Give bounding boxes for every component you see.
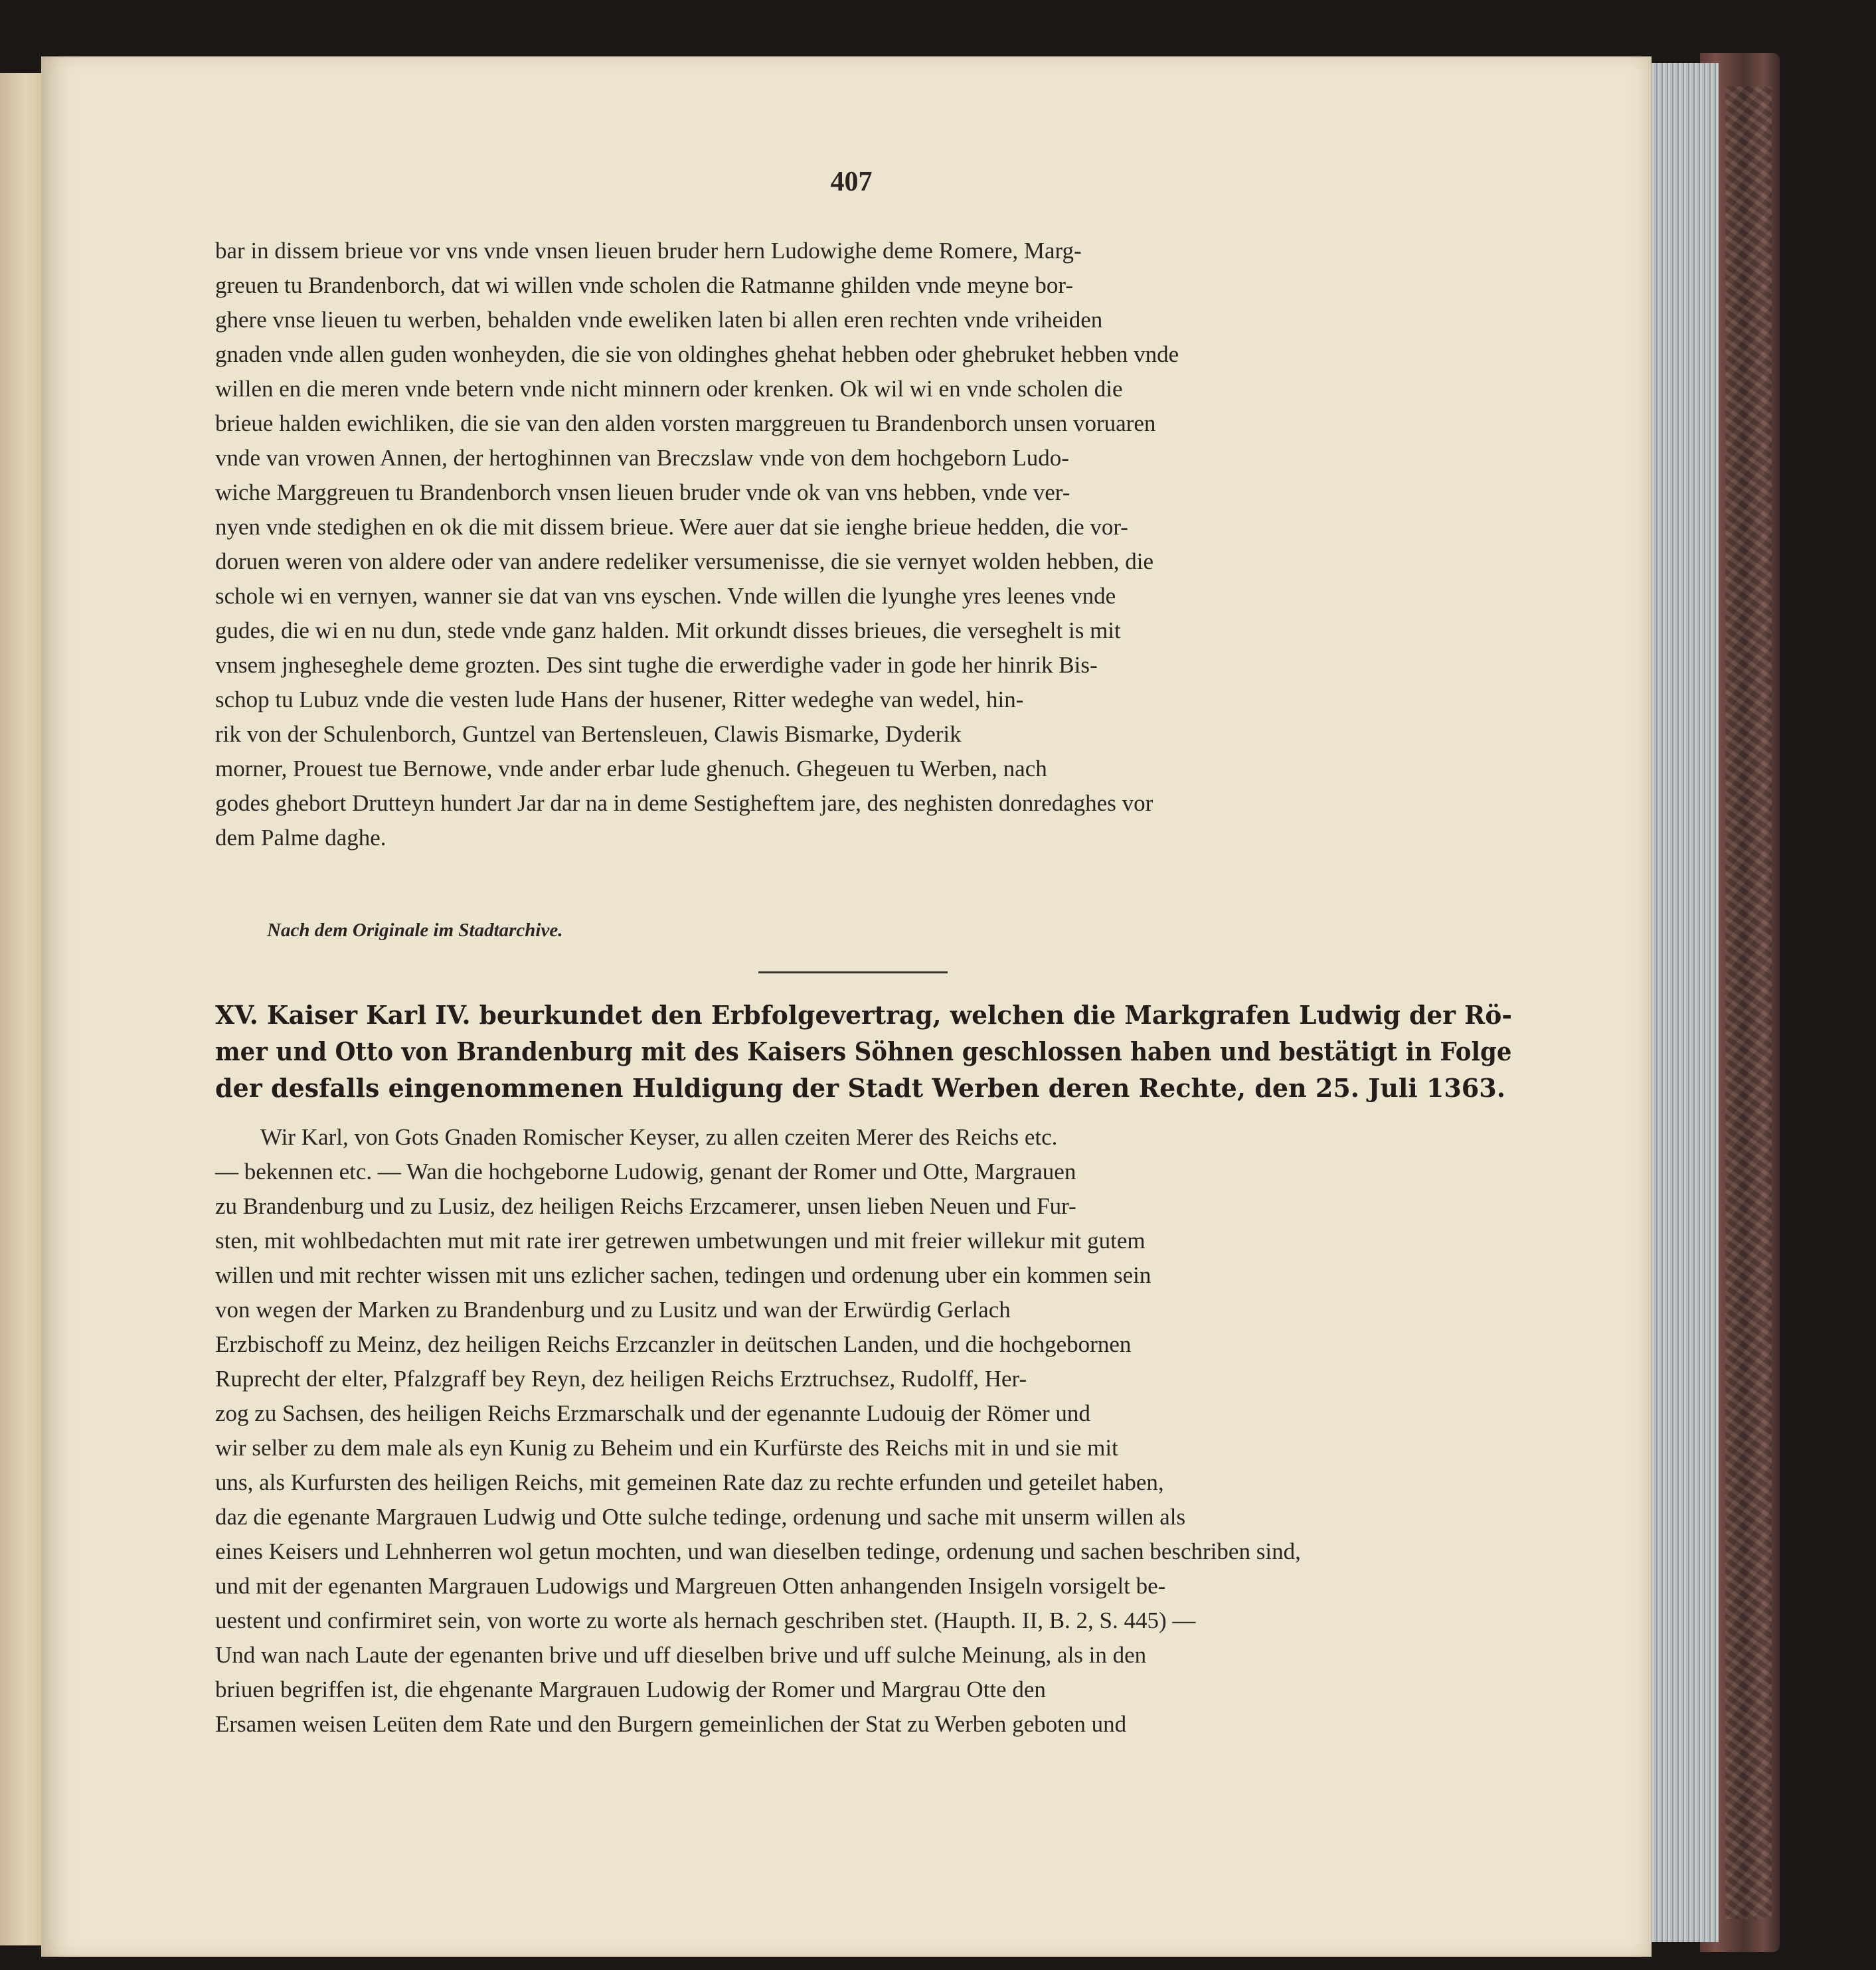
text-line: rik von der Schulenborch, Guntzel van Bertensleuen, Clawis Bismarke, Dyderik <box>215 721 962 747</box>
text-line: Ruprecht der elter, Pfalzgraff bey Reyn, dez heiligen Reichs Erztruchsez, Rudolff, Her- <box>215 1366 1027 1392</box>
text-line: schop tu Lubuz vnde die vesten lude Hans der husener, Ritter wedeghe van wedel, hin- <box>215 687 1024 712</box>
text-line: eines Keisers und Lehnherren wol getun mochten, und wan dieselben tedinge, ordenung und sachen beschriben sind, <box>215 1538 1301 1564</box>
text-line: gudes, die wi en nu dun, stede vnde ganz halden. Mit orkundt disses brieues, die verseghelt is mit <box>215 617 1121 643</box>
text-line: brieue halden ewichliken, die sie van den alden vorsten marggreuen tu Brandenborch unsen voruaren <box>215 410 1156 436</box>
text-line: dem Palme daghe. <box>215 825 386 851</box>
text-line: willen en die meren vnde betern vnde nicht minnern oder krenken. Ok wil wi en vnde scholen die <box>215 376 1123 402</box>
text-line: vnde van vrowen Annen, der hertoghinnen van Breczslaw vnde von dem hochgeborn Ludo- <box>215 445 1069 471</box>
page-number: 407 <box>830 167 873 197</box>
text-line: von wegen der Marken zu Brandenburg und zu Lusitz und wan der Erwürdig Gerlach <box>215 1297 1011 1323</box>
text-line: doruen weren von aldere oder van andere redeliker versumenisse, die sie vernyet wolden hebben, die <box>215 548 1154 574</box>
facing-page-edge <box>0 73 43 1945</box>
text-line: uns, als Kurfursten des heiligen Reichs, mit gemeinen Rate daz zu rechte erfunden und geteilet haben, <box>215 1469 1164 1495</box>
section-heading-line: XV. Kaiser Karl IV. beurkundet den Erbfolgevertrag, welchen die Markgrafen Ludwig der Rö- <box>215 1000 1512 1030</box>
source-note: Nach dem Originale im Stadtarchive. <box>267 920 563 941</box>
book-page <box>41 56 1652 1957</box>
text-line: sten, mit wohlbedachten mut mit rate irer getrewen umbetwungen und mit freier willekur mit gutem <box>215 1228 1146 1254</box>
section-heading-line: der desfalls eingenommenen Huldigung der Stadt Werben deren Rechte, den 25. Juli 1363. <box>215 1073 1505 1103</box>
text-line: Erzbischoff zu Meinz, dez heiligen Reichs Erzcanzler in deütschen Landen, und die hochgebornen <box>215 1331 1132 1357</box>
text-line: briuen begriffen ist, die ehgenante Margrauen Ludowig der Romer und Margrau Otte den <box>215 1677 1046 1702</box>
marbled-cover-pattern <box>1725 86 1772 1919</box>
text-line: uestent und confirmiret sein, von worte zu worte als hernach geschriben stet. (Haupth. II, B. 2, S. 445) — <box>215 1607 1196 1633</box>
text-line: wiche Marggreuen tu Brandenborch vnsen lieuen bruder vnde ok van vns hebben, vnde ver- <box>215 479 1070 505</box>
text-line: Ersamen weisen Leüten dem Rate und den Burgern gemeinlichen der Stat zu Werben geboten und <box>215 1711 1127 1737</box>
text-line: Und wan nach Laute der egenanten brive und uff dieselben brive und uff sulche Meinung, als in den <box>215 1642 1147 1668</box>
text-line: willen und mit rechter wissen mit uns ezlicher sachen, tedingen und ordenung uber ein kommen sein <box>215 1262 1151 1288</box>
text-line: bar in dissem brieue vor vns vnde vnsen lieuen bruder hern Ludowighe deme Romere, Marg- <box>215 238 1082 264</box>
text-line: schole wi en vernyen, wanner sie dat van vns eyschen. Vnde willen die lyunghe yres leenes vnde <box>215 583 1116 609</box>
text-line: morner, Prouest tue Bernowe, vnde ander erbar lude ghenuch. Ghegeuen tu Werben, nach <box>215 756 1047 781</box>
text-line: daz die egenante Margrauen Ludwig und Otte sulche tedinge, ordenung und sache mit unserm willen als <box>215 1504 1186 1530</box>
text-line: zog zu Sachsen, des heiligen Reichs Erzmarschalk und der egenannte Ludouig der Römer und <box>215 1400 1090 1426</box>
section-divider <box>758 971 948 973</box>
text-line: vnsem jngheseghele deme grozten. Des sint tughe die erwerdighe vader in gode her hinrik Bis- <box>215 652 1098 678</box>
text-line: gnaden vnde allen guden wonheyden, die sie von oldinghes ghehat hebben oder ghebruket hebben vnde <box>215 341 1179 367</box>
page-edges <box>1647 63 1719 1942</box>
text-line: — bekennen etc. — Wan die hochgeborne Ludowig, genant der Romer und Otte, Margrauen <box>215 1159 1076 1185</box>
text-line: zu Brandenburg und zu Lusiz, dez heiligen Reichs Erzcamerer, unsen lieben Neuen und Fur- <box>215 1193 1076 1219</box>
text-line: und mit der egenanten Margrauen Ludowigs und Margreuen Otten anhangenden Insigeln vorsigelt be- <box>215 1573 1166 1599</box>
text-line: greuen tu Brandenborch, dat wi willen vnde scholen die Ratmanne ghilden vnde meyne bor- <box>215 272 1073 298</box>
text-line: Wir Karl, von Gots Gnaden Romischer Keyser, zu allen czeiten Merer des Reichs etc. <box>260 1124 1058 1150</box>
section-heading-line: mer und Otto von Brandenburg mit des Kaisers Söhnen geschlossen haben und bestätigt in Folge <box>215 1036 1512 1066</box>
text-line: wir selber zu dem male als eyn Kunig zu Beheim und ein Kurfürste des Reichs mit in und sie mit <box>215 1435 1118 1461</box>
text-line: godes ghebort Drutteyn hundert Jar dar na in deme Sestigheftem jare, des neghisten donredaghes vor <box>215 790 1153 816</box>
text-line: nyen vnde stedighen en ok die mit dissem brieue. Were auer dat sie ienghe brieue hedden, die vor- <box>215 514 1128 540</box>
text-line: ghere vnse lieuen tu werben, behalden vnde eweliken laten bi allen eren rechten vnde vriheiden <box>215 307 1103 333</box>
